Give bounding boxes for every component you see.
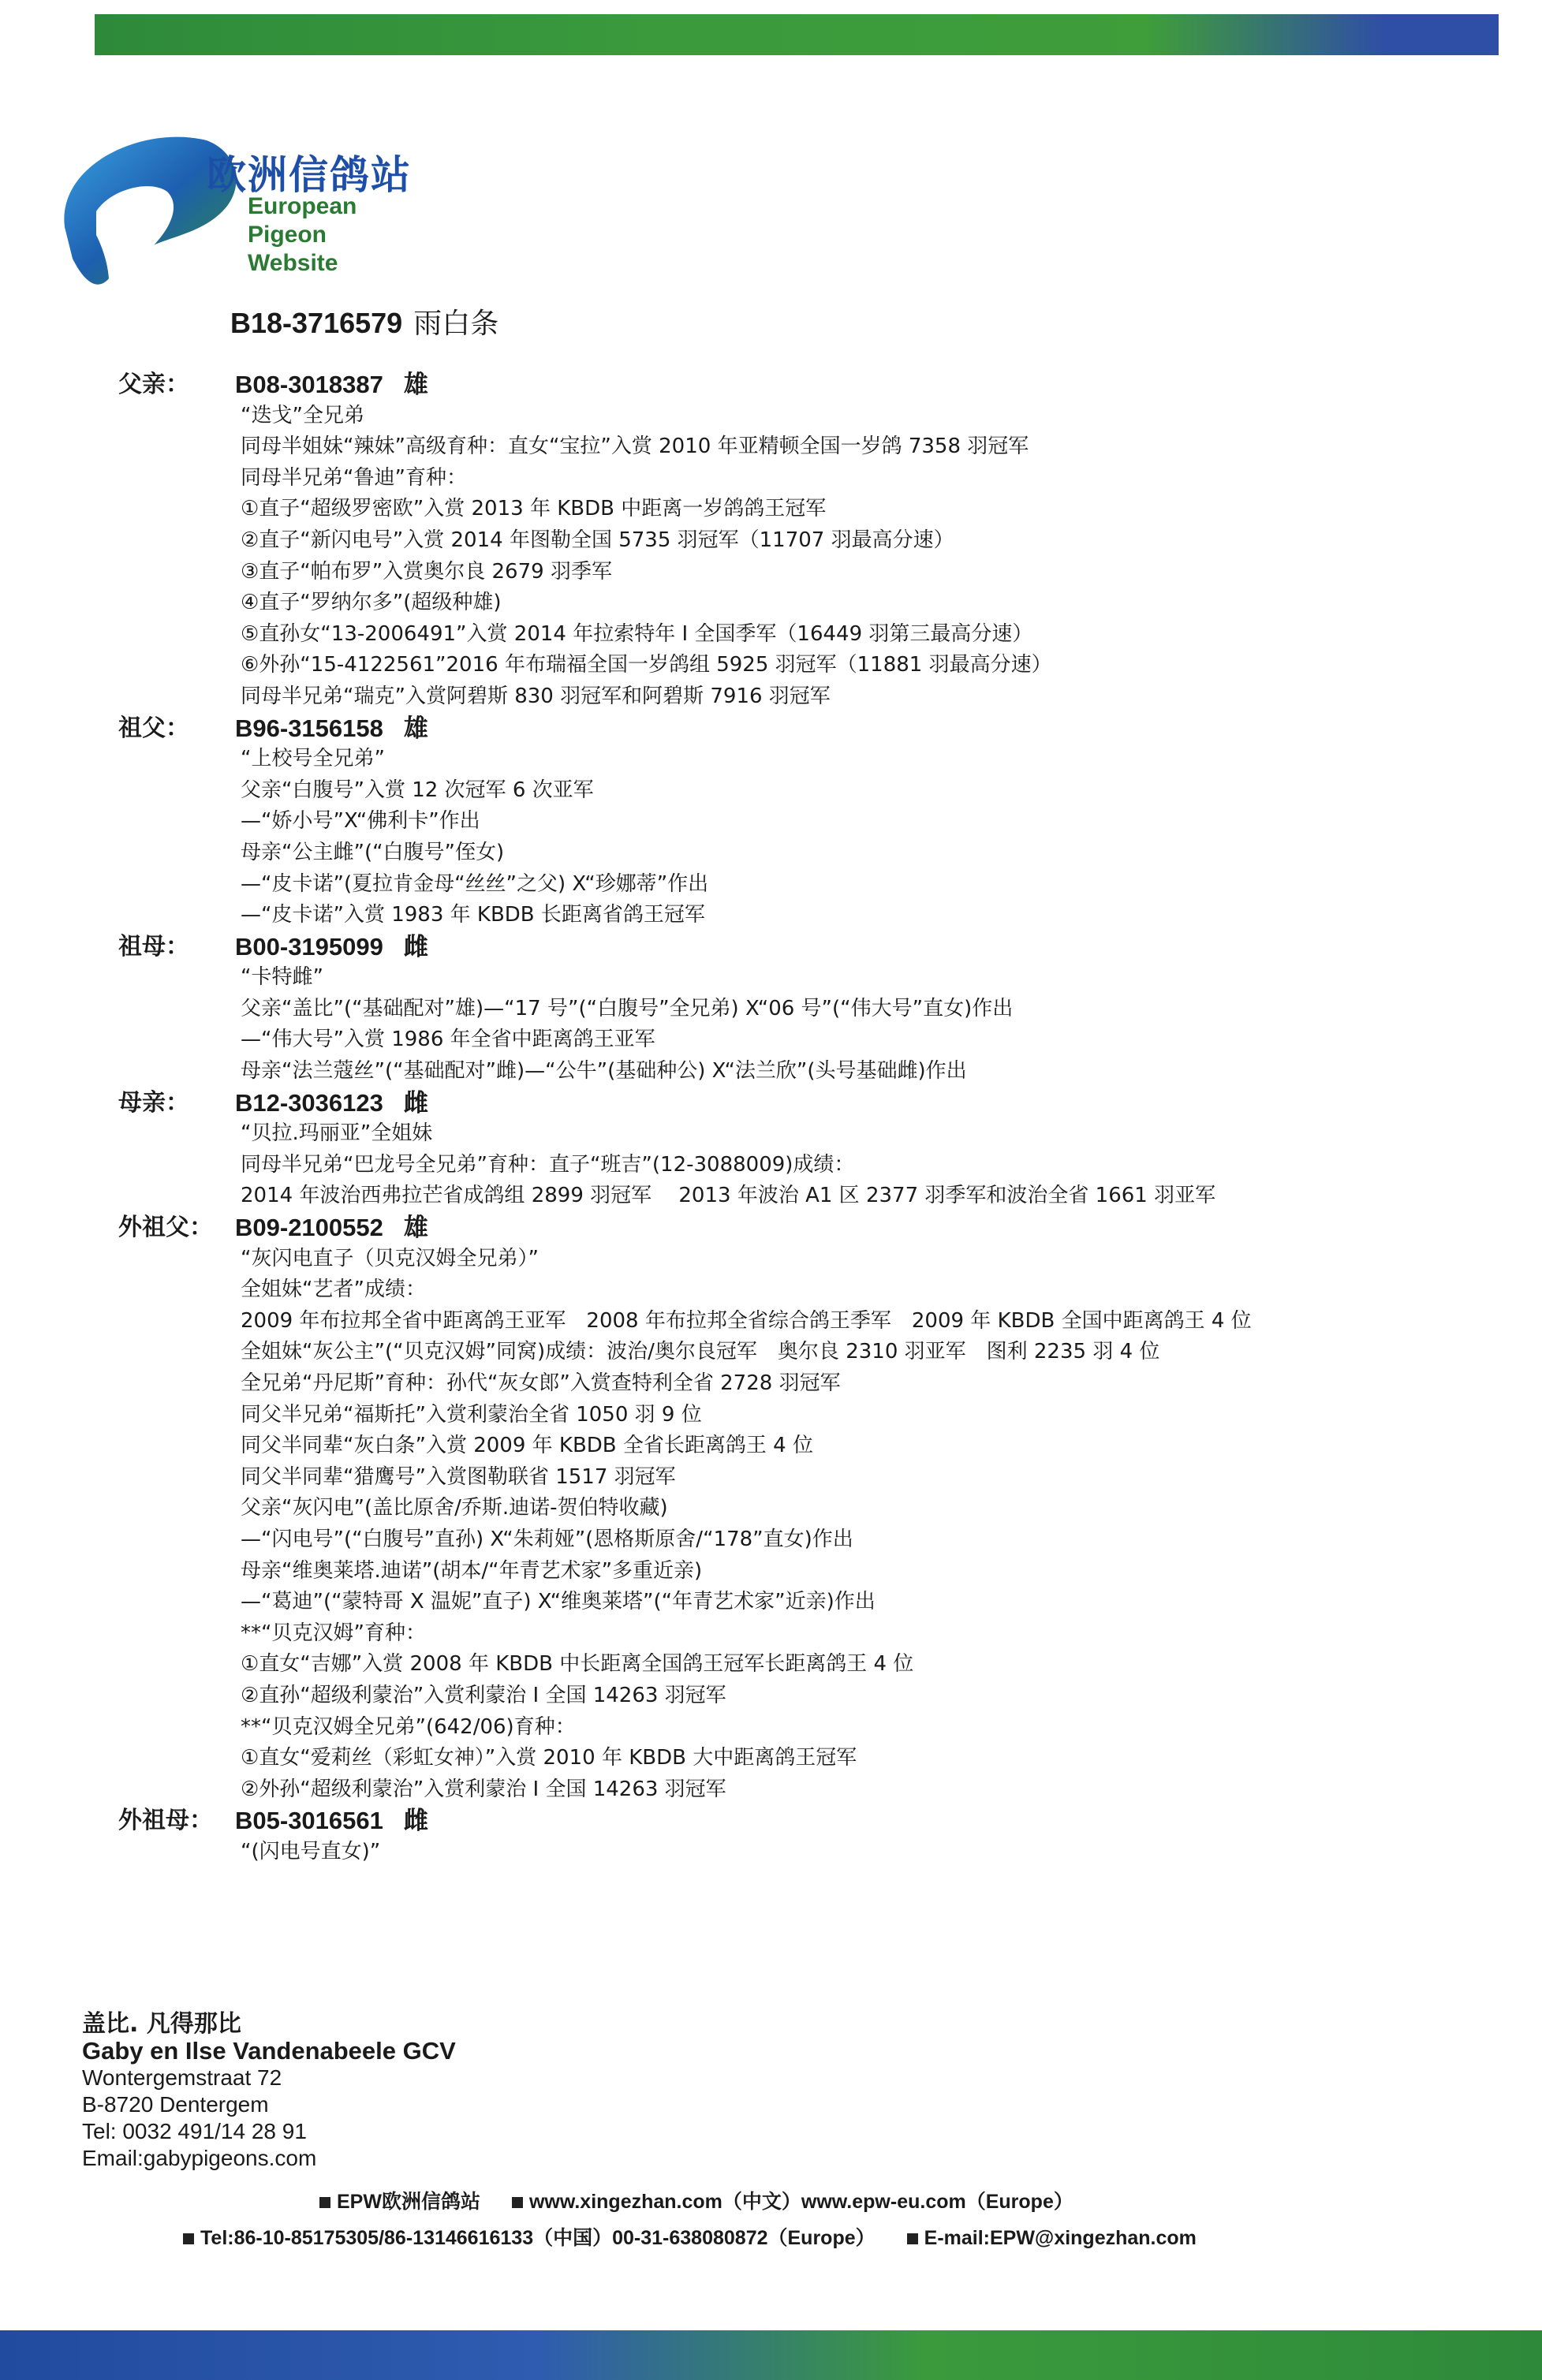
pedigree-text-row bbox=[118, 775, 1475, 807]
ring-number-text: B96-3156158 bbox=[235, 714, 383, 742]
parent-heading-row bbox=[118, 1805, 1475, 1837]
parent-heading-row bbox=[118, 1087, 1475, 1119]
logo-english-text bbox=[248, 192, 428, 278]
pedigree-text-row bbox=[118, 1024, 1475, 1056]
logo bbox=[49, 117, 428, 306]
pedigree-text: 2014 年波治西弗拉芒省成鸽组 2899 羽冠军 2013 年波治 A1 区 2377 羽季军和波治全省 1661 羽亚军 bbox=[241, 1184, 1216, 1208]
pedigree-text-row bbox=[118, 1837, 1475, 1868]
footer-tel: Tel:86-10-85175305/86-13146616133（中国）00-31-638080872（Europe） bbox=[200, 2227, 876, 2249]
pedigree-text-row bbox=[118, 1743, 1475, 1774]
pedigree-text-row bbox=[118, 1274, 1475, 1306]
pedigree-text-row bbox=[118, 1244, 1475, 1275]
ring-number bbox=[235, 1212, 428, 1244]
pedigree-text: 同父半同辈“猎鹰号”入赏图勒联省 1517 羽冠军 bbox=[241, 1464, 676, 1489]
pedigree-text-row bbox=[118, 650, 1475, 681]
pedigree-text-row bbox=[118, 1681, 1475, 1712]
pedigree-text: —“皮卡诺”(夏拉肯金母“丝丝”之父) X“珍娜蒂”作出 bbox=[241, 871, 709, 896]
pedigree-text: “灰闪电直子（贝克汉姆全兄弟）” bbox=[241, 1246, 539, 1270]
sex-label: 雌 bbox=[403, 932, 428, 961]
relation-label: 祖父： bbox=[118, 714, 189, 742]
bullet-icon bbox=[512, 2197, 523, 2208]
bullet-icon bbox=[183, 2233, 194, 2244]
contact-block bbox=[82, 2011, 456, 2172]
pedigree-text: **“贝克汉姆”育种： bbox=[241, 1621, 426, 1645]
sex-label: 雌 bbox=[403, 1088, 428, 1117]
ring-number-text: B09-2100552 bbox=[235, 1214, 383, 1242]
pedigree-text: ⑤直孙女“13-2006491”入赏 2014 年拉索特年 I 全国季军（16449 羽第三最高分速） bbox=[241, 621, 1033, 646]
sex-label: 雄 bbox=[403, 714, 428, 743]
pedigree-text-row bbox=[118, 962, 1475, 994]
pedigree-text: 父亲“灰闪电”(盖比原舍/乔斯.迪诺-贺伯特收藏) bbox=[241, 1496, 668, 1520]
bullet-icon bbox=[907, 2233, 918, 2244]
ring-number-text: B12-3036123 bbox=[235, 1088, 383, 1117]
sex-label: 雄 bbox=[403, 1214, 428, 1243]
pedigree-text-row bbox=[118, 619, 1475, 651]
ring-number bbox=[235, 369, 428, 401]
parent-heading-row bbox=[118, 713, 1475, 744]
pedigree-text-row bbox=[118, 1649, 1475, 1681]
pedigree-text-row bbox=[118, 1118, 1475, 1150]
relation-label: 母亲： bbox=[118, 1088, 189, 1117]
pedigree-text: ①直女“吉娜”入赏 2008 年 KBDB 中长距离全国鸽王冠军长距离鸽王 4 位 bbox=[241, 1652, 914, 1677]
pedigree-text-row bbox=[118, 900, 1475, 931]
pedigree-text-row bbox=[118, 806, 1475, 837]
pigeon-title bbox=[230, 301, 498, 341]
pedigree-text-row bbox=[118, 994, 1475, 1025]
pedigree-text: 父亲“盖比”(“基础配对”雄)—“17 号”(“白腹号”全兄弟) X“06 号”(“伟大号”直女)作出 bbox=[241, 996, 1014, 1020]
parent-heading-row bbox=[118, 369, 1475, 401]
footer-web[interactable]: www.xingezhan.com（中文）www.epw-eu.com（Europe） bbox=[528, 2191, 1073, 2213]
pedigree-text: 母亲“公主雌”(“白腹号”侄女) bbox=[241, 840, 505, 864]
pedigree-text: ②外孙“超级利蒙治”入赏利蒙治 I 全国 14263 羽冠军 bbox=[241, 1777, 726, 1801]
pedigree-text: “迭戈”全兄弟 bbox=[241, 403, 364, 427]
pedigree-text: “(闪电号直女)” bbox=[241, 1839, 381, 1863]
pedigree-text-row bbox=[118, 1587, 1475, 1618]
pedigree-text-row bbox=[118, 1462, 1475, 1494]
relation-label: 外祖母： bbox=[118, 1807, 213, 1835]
pedigree-text: 全兄弟“丹尼斯”育种：孙代“灰女郎”入赏查特利全省 2728 羽冠军 bbox=[241, 1371, 841, 1395]
pedigree-text: 同母半兄弟“鲁迪”育种： bbox=[241, 465, 467, 490]
contact-company: Gaby en Ilse Vandenabeele GCV bbox=[82, 2037, 456, 2065]
relation-label: 祖母： bbox=[118, 932, 189, 961]
footer-line-1 bbox=[319, 2186, 1073, 2214]
pedigree-text: ①直女“爱莉丝（彩虹女神）”入赏 2010 年 KBDB 大中距离鸽王冠军 bbox=[241, 1746, 857, 1770]
pedigree-text: 同父半兄弟“福斯托”入赏利蒙治全省 1050 羽 9 位 bbox=[241, 1402, 702, 1427]
pedigree-text-row bbox=[118, 1618, 1475, 1650]
ring-number-text: B08-3018387 bbox=[235, 371, 383, 398]
pedigree-text-row bbox=[118, 869, 1475, 901]
title-ring-number: B18-3716579 bbox=[230, 307, 403, 339]
pedigree-text: —“娇小号”X“佛利卡”作出 bbox=[241, 809, 480, 834]
contact-street: Wontergemstraat 72 bbox=[82, 2065, 282, 2090]
pedigree-text-row bbox=[118, 681, 1475, 713]
pedigree-text-row bbox=[118, 1712, 1475, 1744]
pedigree-text-row bbox=[118, 1524, 1475, 1556]
pedigree-text: 同母半兄弟“巴龙号全兄弟”育种：直子“班吉”(12-3088009)成绩： bbox=[241, 1152, 855, 1177]
pedigree-text: —“皮卡诺”入赏 1983 年 KBDB 长距离省鸽王冠军 bbox=[241, 903, 705, 927]
pedigree-text: 全姐妹“灰公主”(“贝克汉姆”同窝)成绩：波治/奥尔良冠军 奥尔良 2310 羽亚军 图利 2235 羽 4 位 bbox=[241, 1340, 1160, 1364]
logo-chinese-text: 欧洲信鸽站 bbox=[207, 152, 412, 198]
pedigree-text: “上校号全兄弟” bbox=[241, 747, 385, 771]
pedigree-text-row bbox=[118, 1400, 1475, 1431]
ring-number-text: B00-3195099 bbox=[235, 932, 383, 961]
pedigree-text: **“贝克汉姆全兄弟”(642/06)育种： bbox=[241, 1714, 576, 1739]
bottom-color-band bbox=[0, 2330, 1542, 2380]
contact-email: Email:gabypigeons.com bbox=[82, 2146, 317, 2170]
top-color-band bbox=[95, 14, 1499, 55]
pedigree-text-row bbox=[118, 1056, 1475, 1087]
pedigree-text-row bbox=[118, 494, 1475, 525]
pedigree-text: 全姐妹“艺者”成绩： bbox=[241, 1278, 426, 1302]
pedigree-text: —“闪电号”(“白腹号”直孙) X“朱莉娅”(恩格斯原舍/“178”直女)作出 bbox=[241, 1527, 853, 1551]
parent-heading-row bbox=[118, 931, 1475, 963]
pedigree-text-row bbox=[118, 1774, 1475, 1806]
pedigree-text: ②直孙“超级利蒙治”入赏利蒙治 I 全国 14263 羽冠军 bbox=[241, 1683, 726, 1707]
pedigree-text: “贝拉.玛丽亚”全姐妹 bbox=[241, 1121, 433, 1146]
sex-label: 雌 bbox=[403, 1807, 428, 1836]
pedigree-text-row bbox=[118, 588, 1475, 619]
pedigree-text: 同父半同辈“灰白条”入赏 2009 年 KBDB 全省长距离鸽王 4 位 bbox=[241, 1434, 813, 1458]
pedigree-text: 父亲“白腹号”入赏 12 次冠军 6 次亚军 bbox=[241, 778, 594, 802]
pedigree-text-row bbox=[118, 1431, 1475, 1462]
pedigree-text-row bbox=[118, 557, 1475, 588]
footer-email[interactable]: E-mail:EPW@xingezhan.com bbox=[924, 2227, 1197, 2249]
parent-heading-row bbox=[118, 1212, 1475, 1244]
pedigree-text: —“伟大号”入赏 1986 年全省中距离鸽王亚军 bbox=[241, 1028, 655, 1052]
pedigree-text: 同母半姐妹“辣妹”高级育种：直女“宝拉”入赏 2010 年亚精顿全国一岁鸽 7358 羽冠军 bbox=[241, 435, 1029, 459]
pedigree-text-row bbox=[118, 744, 1475, 775]
pedigree-text-row bbox=[118, 1181, 1475, 1212]
pedigree-text: 母亲“法兰蔻丝”(“基础配对”雌)—“公牛”(基础种公) X“法兰欣”(头号基础雌)作出 bbox=[241, 1059, 967, 1084]
bullet-icon bbox=[319, 2197, 330, 2208]
pedigree-text: ④直子“罗纳尔多”(超级种雄) bbox=[241, 591, 502, 615]
pedigree-text-row bbox=[118, 463, 1475, 494]
pedigree-text-row bbox=[118, 1368, 1475, 1400]
pedigree-text: ③直子“帕布罗”入赏奥尔良 2679 羽季军 bbox=[241, 559, 612, 584]
ring-number-text: B05-3016561 bbox=[235, 1807, 383, 1835]
relation-label: 父亲： bbox=[118, 371, 189, 398]
pedigree-text: ①直子“超级罗密欧”入赏 2013 年 KBDB 中距离一岁鸽鸽王冠军 bbox=[241, 497, 827, 521]
pedigree-text-row bbox=[118, 1150, 1475, 1181]
pedigree-text: —“葛迪”(“蒙特哥 X 温妮”直子) X“维奥莱塔”(“年青艺术家”近亲)作出 bbox=[241, 1590, 876, 1614]
title-pigeon-name: 雨白条 bbox=[413, 308, 499, 340]
pedigree-text: 母亲“维奥莱塔.迪诺”(胡本/“年青艺术家”多重近亲) bbox=[241, 1558, 703, 1583]
contact-tel: Tel: 0032 491/14 28 91 bbox=[82, 2119, 307, 2143]
sex-label: 雄 bbox=[403, 371, 428, 399]
pedigree-text-row bbox=[118, 1493, 1475, 1524]
ring-number bbox=[235, 931, 428, 964]
ring-number bbox=[235, 1087, 428, 1120]
footer-brand: EPW欧洲信鸽站 bbox=[337, 2191, 480, 2213]
logo-en-line1: European Pigeon bbox=[248, 193, 357, 248]
pedigree-text-row bbox=[118, 525, 1475, 557]
ring-number bbox=[235, 713, 428, 745]
pedigree-text-row bbox=[118, 401, 1475, 432]
relation-label: 外祖父： bbox=[118, 1214, 213, 1242]
pedigree-text-row bbox=[118, 431, 1475, 463]
pedigree-content bbox=[118, 369, 1475, 1868]
pedigree-text-row bbox=[118, 1306, 1475, 1337]
pedigree-text: ⑥外孙“15-4122561”2016 年布瑞福全国一岁鸽组 5925 羽冠军（11881 羽最高分速） bbox=[241, 653, 1052, 677]
pedigree-text: “卡特雌” bbox=[241, 965, 323, 990]
contact-city: B-8720 Dentergem bbox=[82, 2092, 269, 2117]
pedigree-text-row bbox=[118, 1556, 1475, 1587]
pedigree-text: 2009 年布拉邦全省中距离鸽王亚军 2008 年布拉邦全省综合鸽王季军 2009 年 KBDB 全国中距离鸽王 4 位 bbox=[241, 1308, 1252, 1333]
pedigree-text: 同母半兄弟“瑞克”入赏阿碧斯 830 羽冠军和阿碧斯 7916 羽冠军 bbox=[241, 684, 831, 708]
pedigree-text-row bbox=[118, 837, 1475, 869]
footer-line-2 bbox=[183, 2222, 1197, 2251]
logo-en-line2: Website bbox=[248, 250, 338, 276]
pedigree-text-row bbox=[118, 1337, 1475, 1368]
ring-number bbox=[235, 1805, 428, 1837]
pedigree-text: ②直子“新闪电号”入赏 2014 年图勒全国 5735 羽冠军（11707 羽最高分速） bbox=[241, 528, 954, 552]
contact-name-cn: 盖比. 凡得那比 bbox=[82, 2010, 241, 2038]
